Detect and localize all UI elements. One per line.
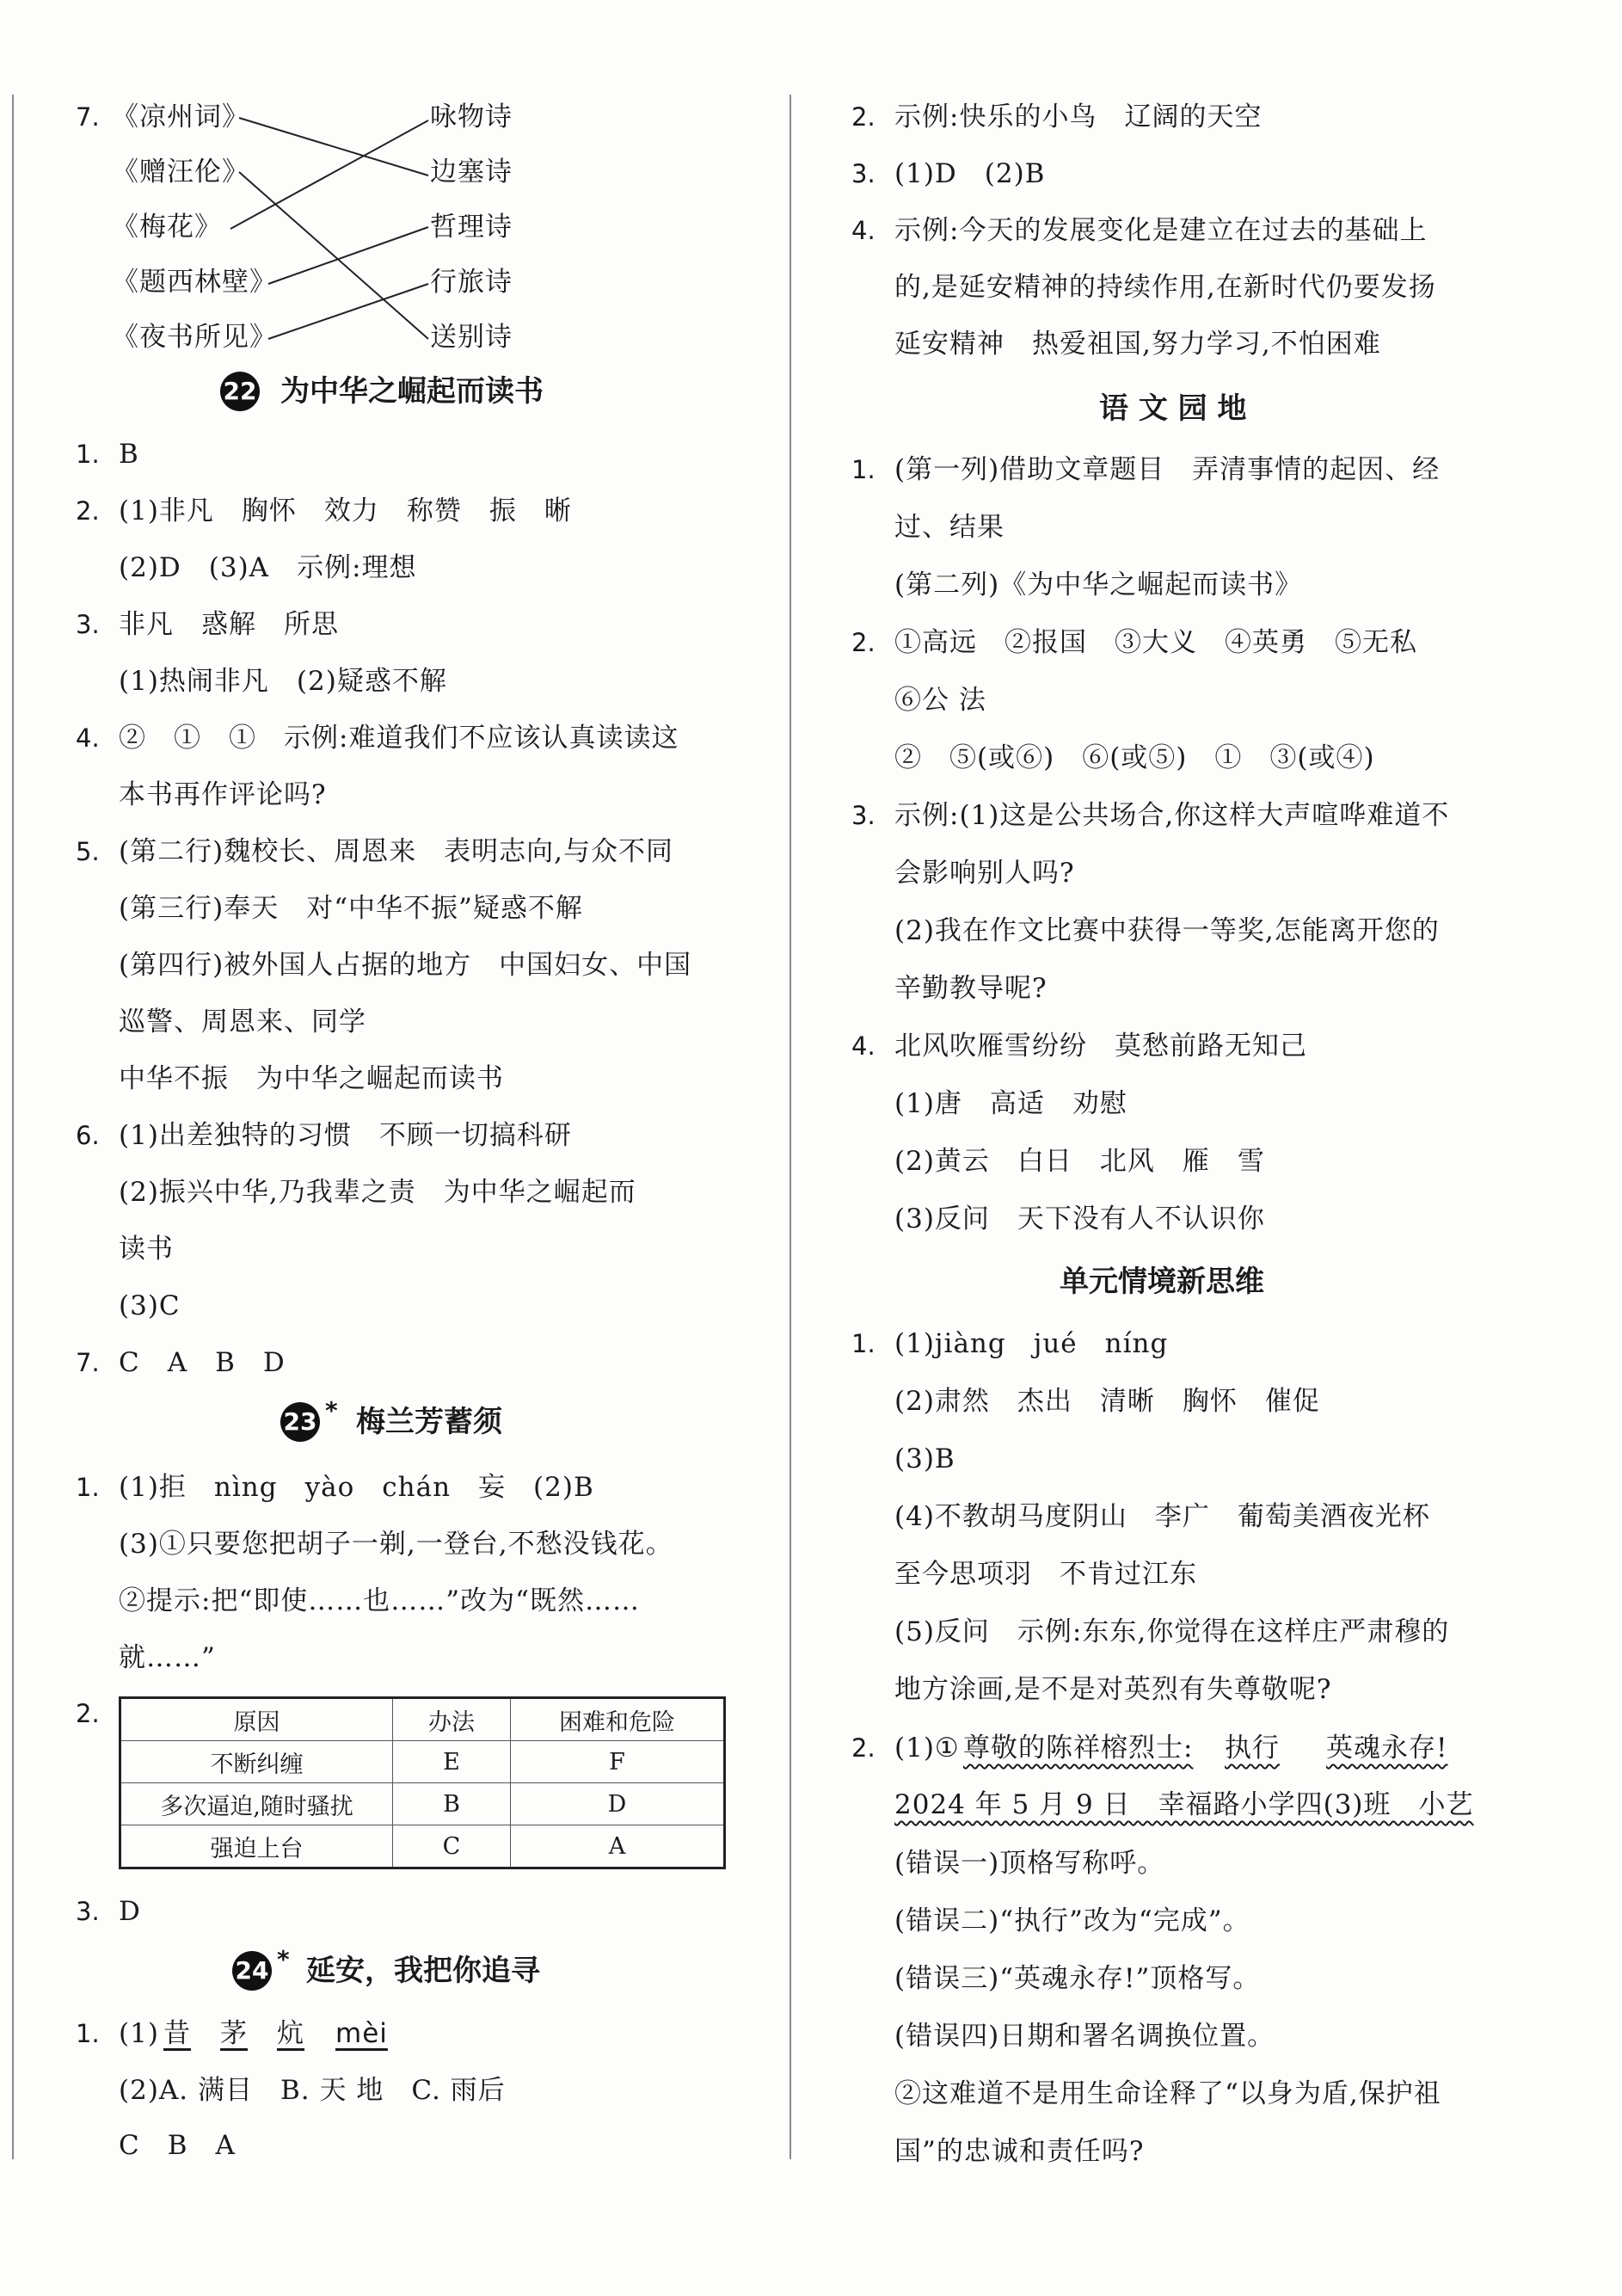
answer-line: 示例:快乐的小鸟 辽阔的天空 <box>894 102 1263 132</box>
lesson-number-badge: 22 <box>220 372 260 411</box>
answer-line: 本书再作评论吗? <box>119 779 327 810</box>
left-margin-rule <box>12 95 14 2159</box>
lesson-title: 延安，我把你追寻 <box>306 1954 540 1988</box>
answer-line: (2)黄云 白日 北风 雁 雪 <box>894 1146 1265 1177</box>
question-number: 1. <box>851 1329 876 1358</box>
table-header-cell: 办法 <box>393 1698 511 1741</box>
answer-line: (错误四)日期和署名调换位置。 <box>894 2021 1275 2052</box>
question-number: 1. <box>76 2019 100 2048</box>
question-number: 6. <box>76 1121 100 1150</box>
underlined-answer: 茅 <box>220 2018 248 2049</box>
table-cell: A <box>511 1825 725 1868</box>
answer-line: 示例:(1)这是公共场合,你这样大声喧哗难道不 <box>894 800 1450 831</box>
table-row <box>120 1741 725 1783</box>
answer-line: (3)①只要您把胡子一剃,一登台,不愁没钱花。 <box>119 1529 673 1560</box>
table-header-row <box>120 1698 725 1741</box>
answer-line: B <box>119 439 139 470</box>
answer-line: 北风吹雁雪纷纷 莫愁前路无知己 <box>894 1031 1307 1062</box>
table-cell: D <box>511 1783 725 1825</box>
answer-line: C B A <box>119 2130 236 2161</box>
underlined-answer: 昔 <box>163 2018 191 2049</box>
answer-line: D <box>119 1896 141 1927</box>
table-row <box>120 1825 725 1868</box>
answer-line: 辛勤教导呢? <box>894 973 1048 1004</box>
table-cell: B <box>393 1783 511 1825</box>
answer-line: ⑥公 法 <box>894 685 986 716</box>
question-number: 2. <box>76 1699 100 1728</box>
answer-table <box>119 1696 726 1869</box>
table-cell: 强迫上台 <box>120 1825 393 1868</box>
question-number: 7. <box>76 102 100 132</box>
answer-line: (第三行)奉天 对“中华不振”疑惑不解 <box>119 893 583 924</box>
table-cell: F <box>511 1741 725 1783</box>
question-number: 2. <box>76 496 100 526</box>
answer-line: (2)肃然 杰出 清晰 胸怀 催促 <box>894 1386 1320 1417</box>
answer-line: 示例:今天的发展变化是建立在过去的基础上 <box>894 215 1428 246</box>
answer-line: ② ⑤(或⑥) ⑥(或⑤) ① ③(或④) <box>894 742 1375 773</box>
marked-error-text: 尊敬的陈祥榕烈士: <box>963 1733 1194 1764</box>
optional-lesson-star: * <box>325 1396 338 1425</box>
lesson-title: 梅兰芳蓄须 <box>356 1405 502 1439</box>
answer-line: ②这难道不是用生命诠释了“以身为盾,保护祖 <box>894 2078 1441 2109</box>
answer-line: (1)出差独特的习惯 不顾一切搞科研 <box>119 1120 572 1151</box>
answer-line: (2)振兴中华,乃我辈之责 为中华之崛起而 <box>119 1177 636 1208</box>
answer-line: (1)jiàng jué níng <box>894 1328 1169 1359</box>
match-left-item: 《赠汪伦》 <box>112 157 249 188</box>
answer-line: (第一列)借助文章题目 弄清事情的起因、经 <box>894 454 1441 485</box>
lesson-number-badge: 24 <box>232 1951 272 1991</box>
answer-line: (第二列)《为中华之崛起而读书》 <box>894 569 1303 600</box>
match-left-item: 《梅花》 <box>112 212 222 243</box>
answer-line: (1)非凡 胸怀 效力 称赞 振 晰 <box>119 496 572 526</box>
match-left-item: 《凉州词》 <box>112 102 249 132</box>
match-line <box>268 227 428 284</box>
optional-lesson-star: * <box>277 1945 290 1973</box>
answer-line: ①高远 ②报国 ③大义 ④英勇 ⑤无私 <box>894 627 1417 658</box>
answer-line: (错误三)“英魂永存!”顶格写。 <box>894 1963 1261 1994</box>
match-left-item: 《夜书所见》 <box>112 322 277 353</box>
section-title-garden: 语 文 园 地 <box>1099 391 1247 426</box>
answer-line: 地方涂画,是不是对英烈有失尊敬呢? <box>894 1674 1332 1705</box>
table-cell: 不断纠缠 <box>120 1741 393 1783</box>
match-left-item: 《题西林壁》 <box>112 267 277 298</box>
question-number: 7. <box>76 1348 100 1377</box>
answer-line: 会影响别人吗? <box>894 858 1075 889</box>
question-number: 5. <box>76 837 100 866</box>
question-number: 3. <box>851 159 876 188</box>
table-row <box>120 1783 725 1825</box>
match-right-item: 行旅诗 <box>430 267 513 298</box>
answer-line: ② ① ① 示例:难道我们不应该认真读读这 <box>119 723 679 754</box>
answer-line: (3)B <box>894 1443 955 1474</box>
underlined-answer: 炕 <box>277 2018 304 2049</box>
marked-error-text: 执行 <box>1225 1733 1280 1764</box>
question-number: 4. <box>851 216 876 245</box>
answer-line: (1)热闹非凡 (2)疑惑不解 <box>119 666 447 697</box>
answer-line: (错误二)“执行”改为“完成”。 <box>894 1905 1250 1936</box>
answer-line: (1)① <box>894 1733 960 1764</box>
answer-line: (第四行)被外国人占据的地方 中国妇女、中国 <box>119 950 692 981</box>
answer-line: (1) <box>119 2018 159 2049</box>
match-right-item: 咏物诗 <box>430 102 513 132</box>
question-number: 2. <box>851 628 876 657</box>
answer-line: 中华不振 为中华之崛起而读书 <box>119 1063 504 1094</box>
answer-line: ②提示:把“即使……也……”改为“既然…… <box>119 1585 640 1616</box>
table-header-cell: 原因 <box>120 1698 393 1741</box>
question-number: 4. <box>851 1031 876 1061</box>
answer-line: 巡警、周恩来、同学 <box>119 1006 366 1037</box>
marked-error-text: 2024 年 5 月 9 日 幸福路小学四(3)班 小艺 <box>894 1789 1474 1820</box>
answer-line: 非凡 惑解 所思 <box>119 609 339 640</box>
match-line <box>239 118 428 175</box>
table-cell: E <box>393 1741 511 1783</box>
question-number: 3. <box>76 1897 100 1926</box>
answer-line: (1)拒 nìng yào chán 妄 (2)B <box>119 1472 594 1503</box>
answer-line: 延安精神 热爱祖国,努力学习,不怕困难 <box>894 329 1381 360</box>
answer-line: 读书 <box>119 1234 174 1265</box>
answer-line: (5)反问 示例:东东,你觉得在这样庄严肃穆的 <box>894 1616 1450 1647</box>
lesson-number-badge: 23 <box>280 1402 320 1442</box>
question-number: 1. <box>76 440 100 469</box>
question-number: 1. <box>851 455 876 484</box>
table-cell: C <box>393 1825 511 1868</box>
answer-line: 的,是延安精神的持续作用,在新时代仍要发扬 <box>894 272 1436 303</box>
question-number: 3. <box>76 610 100 639</box>
question-number: 3. <box>851 801 876 830</box>
marked-error-text: 英魂永存! <box>1326 1733 1448 1764</box>
section-title-unit: 单元情境新思维 <box>1060 1265 1264 1299</box>
match-line <box>230 120 428 229</box>
answer-line: 就……” <box>119 1642 216 1673</box>
answer-line: C A B D <box>119 1347 286 1378</box>
table-cell: 多次逼迫,随时骚扰 <box>120 1783 393 1825</box>
match-right-item: 边塞诗 <box>430 157 513 188</box>
lesson-title: 为中华之崛起而读书 <box>280 374 544 409</box>
answer-line: (4)不教胡马度阴山 李广 葡萄美酒夜光杯 <box>894 1501 1430 1532</box>
answer-line: 至今思项羽 不肯过江东 <box>894 1559 1197 1590</box>
table-header-cell: 困难和危险 <box>511 1698 725 1741</box>
answer-line: (3)反问 天下没有人不认识你 <box>894 1203 1265 1234</box>
answer-line: (2)D (3)A 示例:理想 <box>119 552 417 583</box>
answer-line: (1)D (2)B <box>894 158 1046 189</box>
question-number: 4. <box>76 723 100 753</box>
answer-line: (错误一)顶格写称呼。 <box>894 1848 1165 1879</box>
answer-line: (2)我在作文比赛中获得一等奖,怎能离开您的 <box>894 915 1440 946</box>
question-number: 2. <box>851 102 876 132</box>
column-divider <box>789 95 791 2159</box>
answer-line: 过、结果 <box>894 512 1005 543</box>
question-number: 1. <box>76 1473 100 1502</box>
answer-line: (2)A. 满目 B. 天 地 C. 雨后 <box>119 2075 506 2106</box>
match-right-item: 哲理诗 <box>430 212 513 243</box>
underlined-answer: mèi <box>335 2018 388 2049</box>
match-right-item: 送别诗 <box>430 322 513 353</box>
matching-lines <box>0 0 774 396</box>
match-line <box>268 284 428 339</box>
question-number: 2. <box>851 1733 876 1763</box>
answer-line: 国”的忠诚和责任吗? <box>894 2136 1145 2167</box>
answer-line: (3)C <box>119 1290 181 1321</box>
answer-line: (第二行)魏校长、周恩来 表明志向,与众不同 <box>119 836 674 867</box>
answer-line: (1)唐 高适 劝慰 <box>894 1088 1127 1119</box>
match-line <box>239 172 428 339</box>
